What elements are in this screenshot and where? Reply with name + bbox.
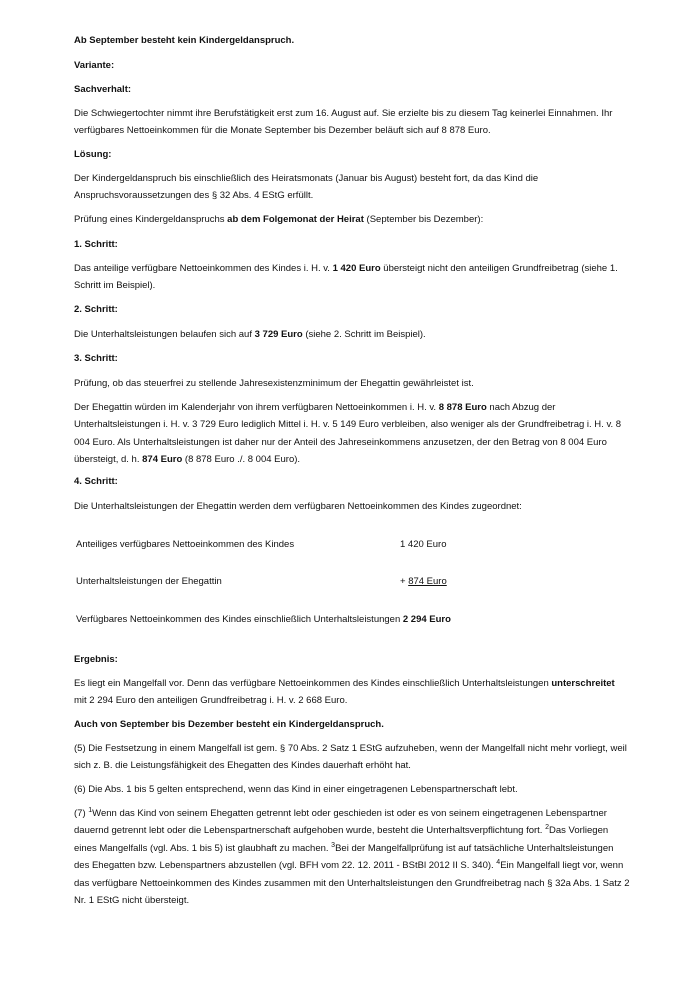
step2-text-b: (siehe 2. Schritt im Beispiel). [302,329,426,340]
sentence-number: 4 [496,859,501,867]
step2-heading: 2. Schritt: [74,304,118,315]
variant-heading: Variante: [74,60,115,71]
calc-row-amount: 874 Euro [408,576,447,587]
check-suffix: (September bis Dezember): [363,214,484,225]
para7-sentence: Wenn das Kind von seinem Ehegatten getrennt lebt oder geschieden ist oder es von seinem eingetragenen Lebenspartner dauernd getrennt lebt oder die Lebenspartnerschaft aufgehoben wurde, besteht die Unterhaltsverpflichtung fort. [74,808,607,837]
spouse-paragraph [74,399,630,469]
heading-claim: Auch von September bis Dezember besteht ein Kindergeldanspruch. [74,719,384,730]
solution-text: Der Kindergeldanspruch bis einschließlich des Heiratsmonats (Januar bis August) besteht fort, da das Kind die Anspruchsvoraussetzungen des § 32 Abs. 4 EStG erfüllt. [74,173,539,202]
step2-amount: 3 729 Euro [254,329,303,340]
para7-sentence: Bei der Mangelfallprüfung ist auf tatsächliche Unterhaltsleistungen des Ehegatten bzw. Lebenspartners abzustellen (vgl. BFH vom 22. 12. 2011 - BStBl 2012 II S. 340). [74,842,614,872]
step2-text-a: Die Unterhaltsleistungen belaufen sich auf [74,329,255,340]
step2-paragraph [74,326,630,343]
calc-row [76,537,576,553]
sentence-number: 2 [545,824,549,832]
result-heading: Ergebnis: [74,654,118,665]
heading-no-claim: Ab September besteht kein Kindergeldanspruch. [74,35,295,46]
para7-sentence: Ein Mangelfall liegt vor, wenn das verfügbare Nettoeinkommen des Kindes zusammen mit den Unterhaltsleistungen den Grundfreibetrag nach § 32a Abs. 1 Satz 2 Nr. 1 EStG nicht übersteigt. [74,860,630,907]
check-bold: ab dem Folgemonat der Heirat [227,214,364,225]
paragraph-5: (5) Die Festsetzung in einem Mangelfall ist gem. § 70 Abs. 2 Satz 1 EStG aufzuheben, wenn der Mangelfall nicht mehr vorliegt, weil sich z. B. die Leistungsfähigkeit des Ehegatten des Kindes dauerhaft erhöht hat. [74,743,627,772]
para7-sentence: Das Vorliegen eines Mangelfalls (vgl. Abs. 1 bis 5) ist glaubhaft zu machen. [74,825,609,854]
facts-heading: Sachverhalt: [74,84,132,95]
calc-row [76,574,576,590]
para7-prefix: (7) [74,808,89,819]
spouse-text-c: (8 878 Euro ./. 8 004 Euro). [182,454,301,466]
calc-total [76,612,451,628]
step1-text-b: übersteigt nicht den anteiligen Grundfreibetrag (siehe 1. Schritt im Beispiel). [74,263,618,292]
step3-heading: 3. Schritt: [74,353,118,364]
paragraph-6: (6) Die Abs. 1 bis 5 gelten entsprechend, wenn das Kind in einer eingetragenen Lebenspartnerschaft lebt. [74,784,518,795]
calc-row-label: Anteiliges verfügbares Nettoeinkommen des Kindes [76,539,295,550]
step4-heading: 4. Schritt: [74,476,118,487]
result-bold: unterschreitet [551,678,615,689]
spouse-support-amount: 874 Euro [142,454,183,466]
step1-paragraph [74,260,630,295]
check-paragraph [74,211,630,228]
calc-total-value: 2 294 Euro [402,614,451,625]
spouse-text-b: nach Abzug der Unterhaltsleistungen i. H. v. 3 729 Euro lediglich Mittel i. H. v. 5 149 Euro verbleiben, also weniger als der Grundfreibetrag i. H. v. 8 004 Euro. Als Unterhaltsleistungen ist daher nur der Anteil des Jahreseinkommens anzusetzen, der den Betrag von 8 004 Euro übersteigt, d. h. [74,402,622,466]
step1-amount: 1 420 Euro [332,263,381,274]
check-prefix: Prüfung eines Kindergeldanspruchs [74,214,228,225]
facts-text: Die Schwiegertochter nimmt ihre Berufstätigkeit erst zum 16. August auf. Sie erzielte bis zu diesem Tag keinerlei Einnahmen. Ihr verfügbares Nettoeinkommen für die Monate September bis Dezember beläuft sich auf 8 878 Euro. [74,108,613,137]
step3-text: Prüfung, ob das steuerfrei zu stellende Jahresexistenzminimum der Ehegattin gewährleistet ist. [74,378,474,389]
spouse-income-amount: 8 878 Euro [438,402,487,413]
solution-heading: Lösung: [74,149,112,160]
calc-row-label: Unterhaltsleistungen der Ehegattin [76,576,222,587]
sentence-number: 1 [88,807,93,814]
calc-row-value: 1 420 Euro [400,539,447,550]
spouse-text-a: Der Ehegattin würden im Kalenderjahr von ihrem verfügbaren Nettoeinkommen i. H. v. [74,402,439,413]
step4-text: Die Unterhaltsleistungen der Ehegattin werden dem verfügbaren Nettoeinkommen des Kindes zugeordnet: [74,501,522,512]
result-paragraph [74,675,630,710]
calc-total-label: Verfügbares Nettoeinkommen des Kindes einschließlich Unterhaltsleistungen [76,614,403,625]
calc-row-total [76,612,576,628]
calc-row-value [400,574,447,590]
plus-sign: + [400,576,409,587]
step1-text-a: Das anteilige verfügbare Nettoeinkommen des Kindes i. H. v. [74,263,333,274]
result-text-b: mit 2 294 Euro den anteiligen Grundfreibetrag i. H. v. 2 668 Euro. [74,695,348,707]
sentence-number: 3 [331,841,336,849]
paragraph-7 [74,805,630,909]
result-text-a: Es liegt ein Mangelfall vor. Denn das verfügbare Nettoeinkommen des Kindes einschließlich Unterhaltsleistungen [74,678,552,689]
step1-heading: 1. Schritt: [74,239,118,250]
